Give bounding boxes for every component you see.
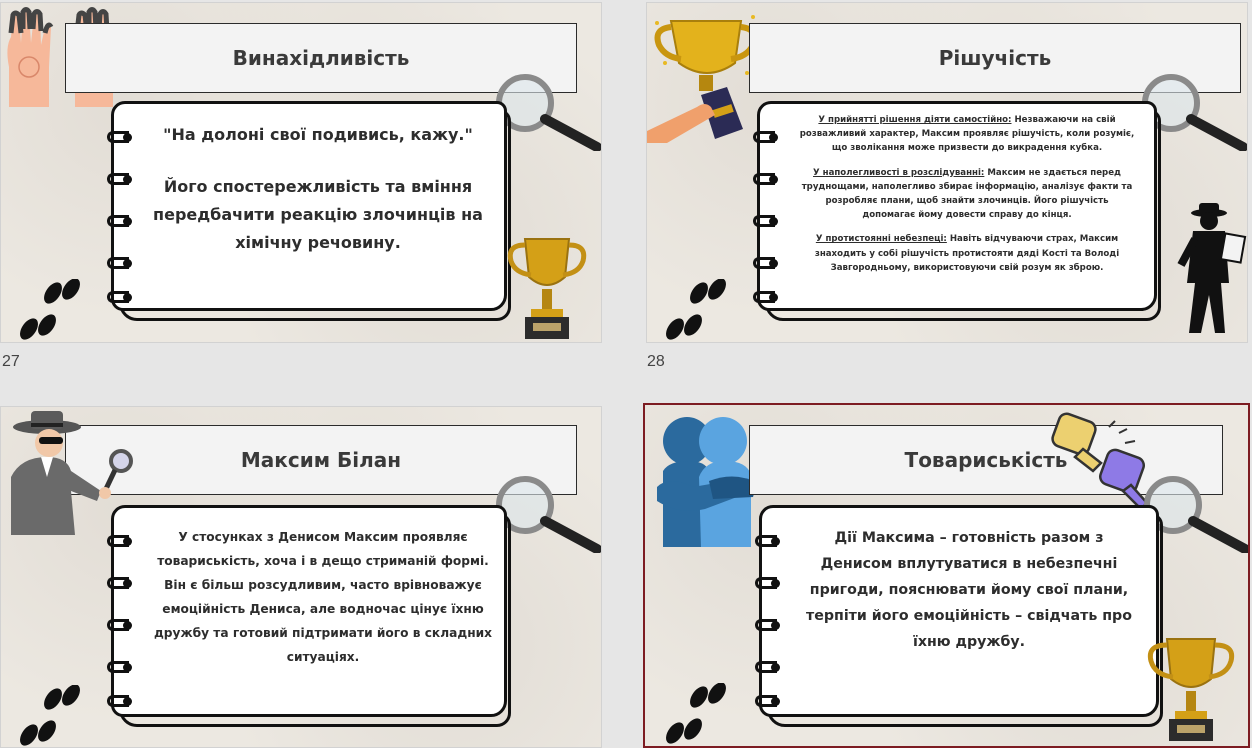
footprints-icon	[661, 279, 733, 343]
body-text: Його спостережливість та вміння передбачити реакцію злочинців на хімічну речовину.	[153, 177, 483, 252]
note-text	[799, 113, 1135, 275]
trophy-icon	[1139, 631, 1243, 745]
slide-thumbnail-27[interactable]	[0, 2, 602, 343]
footprints-icon	[661, 683, 733, 748]
notebook-card	[753, 101, 1165, 323]
paragraph-1	[799, 113, 1135, 156]
note-text	[153, 121, 483, 257]
slide-title: Товариськість	[904, 448, 1068, 472]
paragraph-text: Навіть відчуваючи страх, Максим знаходить у собі рішучість протистояти дяді Кості та Володі Завгородньому, використовуючи свій розум як зброю.	[814, 234, 1120, 273]
paragraph-text: Максим не здається перед труднощами, наполегливо збирає інформацію, аналізує факти та розробляє плани, щоб знайти злочинців. Його рішучість допомагає йому довести справу до кінця.	[801, 167, 1133, 221]
paragraph-heading: У наполегливості в розслідуванні:	[813, 167, 985, 178]
note-text	[153, 525, 493, 669]
body-text: У стосунках з Денисом Максим проявляє товариськість, хоча і в дещо стриманій формі. Він є більш розсудливим, часто врівноважує емоційність Дениса, але водночас цінує їхню дружбу та готовий підтримати його в складних ситуаціях.	[153, 530, 493, 664]
quote-text: "На долоні свої подивись, кажу."	[163, 125, 473, 144]
body-text: Дії Максима – готовність разом з Денисом вплутуватися в небезпечні пригоди, пояснювати йому свої плани, терпіти його емоційність – свідчать про їхню дружбу.	[806, 530, 1132, 650]
slide-title: Винахідливість	[232, 46, 410, 70]
slide-number: 28	[647, 353, 665, 370]
trophy-icon	[497, 231, 597, 343]
slide-title: Рішучість	[938, 46, 1052, 70]
footprints-icon	[15, 685, 87, 748]
paragraph-2	[799, 166, 1135, 223]
slide-title: Максим Білан	[240, 448, 402, 472]
slide-thumbnail-30[interactable]	[643, 403, 1250, 748]
paragraph-heading: У прийнятті рішення діяти самостійно:	[818, 115, 1012, 125]
paragraph-3	[799, 232, 1135, 275]
slide-thumbnail-28[interactable]	[646, 2, 1248, 343]
paragraph-heading: У протистоянні небезпеці:	[815, 234, 947, 245]
slide-thumbnail-29[interactable]	[0, 406, 602, 748]
hug-icon	[649, 411, 761, 547]
notebook-card	[107, 101, 515, 323]
footprints-icon	[15, 279, 87, 343]
paragraph-text: Незважаючи на свій розважливий характер, Максим проявляє рішучість, коли розуміє, що зволікання може призвести до викрадення кубка.	[799, 115, 1135, 154]
detective-silhouette-icon	[1167, 199, 1248, 339]
notebook-card	[107, 505, 515, 729]
slide-number: 27	[2, 353, 20, 370]
notebook-card	[755, 505, 1167, 729]
note-text	[801, 525, 1137, 655]
